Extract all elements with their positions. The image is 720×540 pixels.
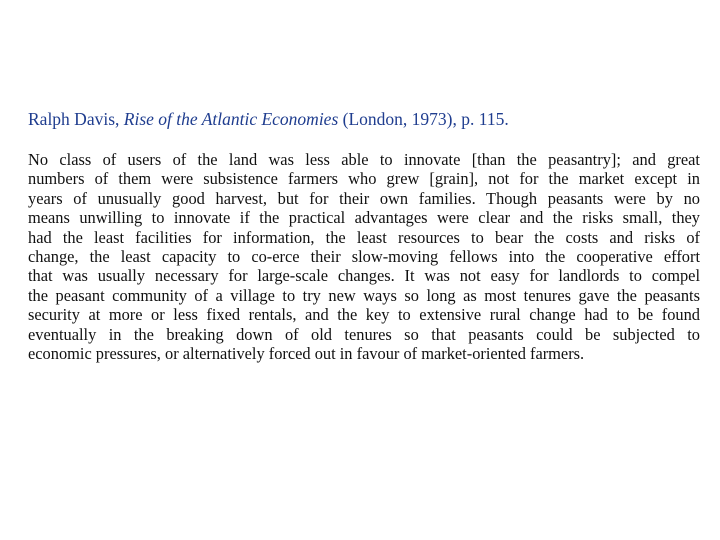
quote-line: No class of users of the land was less able to innovate [than the peasantry]; and great xyxy=(28,150,700,169)
quote-line: had the least facilities for information, the least resources to bear the costs and risks of xyxy=(28,227,700,247)
quote-line: economic pressures, or alternatively forced out in favour of market-oriented farmers. xyxy=(28,343,585,363)
citation-author: Ralph Davis, xyxy=(28,109,120,129)
quote-line: means unwilling to innovate if the practical advantages were clear and the risks small, they xyxy=(28,208,700,228)
quote-line: change, the least capacity to co-erce their slow-moving fellows into the cooperative effort xyxy=(28,246,700,266)
quote-line: that was usually necessary for large-scale changes. It was not easy for landlords to compel xyxy=(28,266,700,286)
quote-line: the peasant community of a village to try new ways so long as most tenures gave the peasants xyxy=(28,285,700,305)
citation xyxy=(28,108,708,130)
quote-line: eventually in the breaking down of old tenures so that peasants could be subjected to xyxy=(28,324,700,344)
quote-line: numbers of them were subsistence farmers who grew [grain], not for the market except in xyxy=(28,169,700,189)
citation-details: (London, 1973), p. 115. xyxy=(342,109,509,129)
quote-line: years of unusually good harvest, but for their own families. Though peasants were by no xyxy=(28,188,700,208)
quote-paragraph xyxy=(28,150,700,363)
quote-line: security at more or less fixed rentals, and the key to extensive rural change had to be found xyxy=(28,305,700,325)
citation-book-title: Rise of the Atlantic Economies xyxy=(123,109,339,129)
